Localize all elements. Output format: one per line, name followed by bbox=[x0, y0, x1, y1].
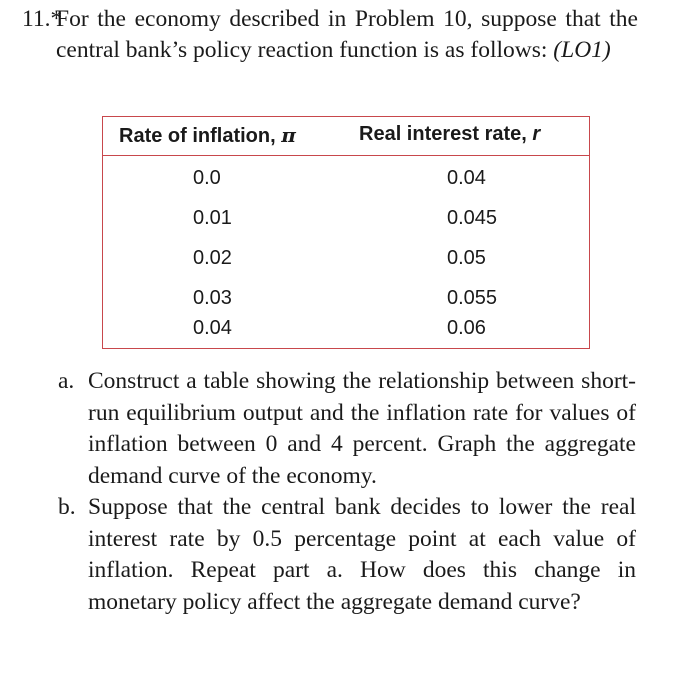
table-row bbox=[103, 159, 589, 199]
part-text: Suppose that the central bank decides to lower the real interest rate by 0.5 percentage point at each value of inflation. Repeat part a. How does this change in monetary policy affect the aggregate demand curve? bbox=[88, 494, 636, 615]
problem-text-block bbox=[56, 4, 638, 66]
table-row bbox=[103, 239, 589, 279]
learning-objective: (LO1) bbox=[553, 37, 611, 63]
problem-text: For the economy described in Problem 10, suppose that the central bank’s policy reaction function is as follows: bbox=[56, 6, 638, 63]
problem-parts bbox=[58, 366, 636, 618]
part-label: b. bbox=[58, 494, 76, 520]
cell-inflation: 0.04 bbox=[193, 317, 232, 339]
part-b bbox=[58, 492, 636, 618]
part-label: a. bbox=[58, 368, 75, 394]
policy-reaction-table bbox=[102, 116, 590, 349]
cell-rate: 0.04 bbox=[447, 167, 486, 189]
cell-rate: 0.045 bbox=[447, 207, 498, 229]
table-header bbox=[103, 117, 589, 156]
part-text: Construct a table showing the relationship between short-run equilibrium output and the inflation rate for values of inflation between 0 and 4 percent. Graph the aggregate demand curve of the economy. bbox=[88, 368, 636, 489]
table-row bbox=[103, 199, 589, 239]
table-row bbox=[103, 309, 589, 349]
part-a bbox=[58, 366, 636, 492]
cell-rate: 0.06 bbox=[447, 317, 486, 339]
header-inflation bbox=[119, 123, 296, 148]
cell-rate: 0.05 bbox=[447, 247, 486, 269]
cell-inflation: 0.0 bbox=[193, 167, 221, 189]
problem-number: 11.* bbox=[22, 6, 63, 32]
cell-inflation: 0.01 bbox=[193, 207, 232, 229]
header-interest-rate bbox=[359, 123, 540, 146]
header-rate-symbol: r bbox=[532, 123, 541, 145]
cell-rate: 0.055 bbox=[447, 287, 498, 309]
header-inflation-label: Rate of inflation, bbox=[119, 125, 276, 147]
header-rate-label: Real interest rate, bbox=[359, 123, 527, 145]
cell-inflation: 0.02 bbox=[193, 247, 232, 269]
header-inflation-symbol: π bbox=[281, 123, 296, 147]
cell-inflation: 0.03 bbox=[193, 287, 232, 309]
